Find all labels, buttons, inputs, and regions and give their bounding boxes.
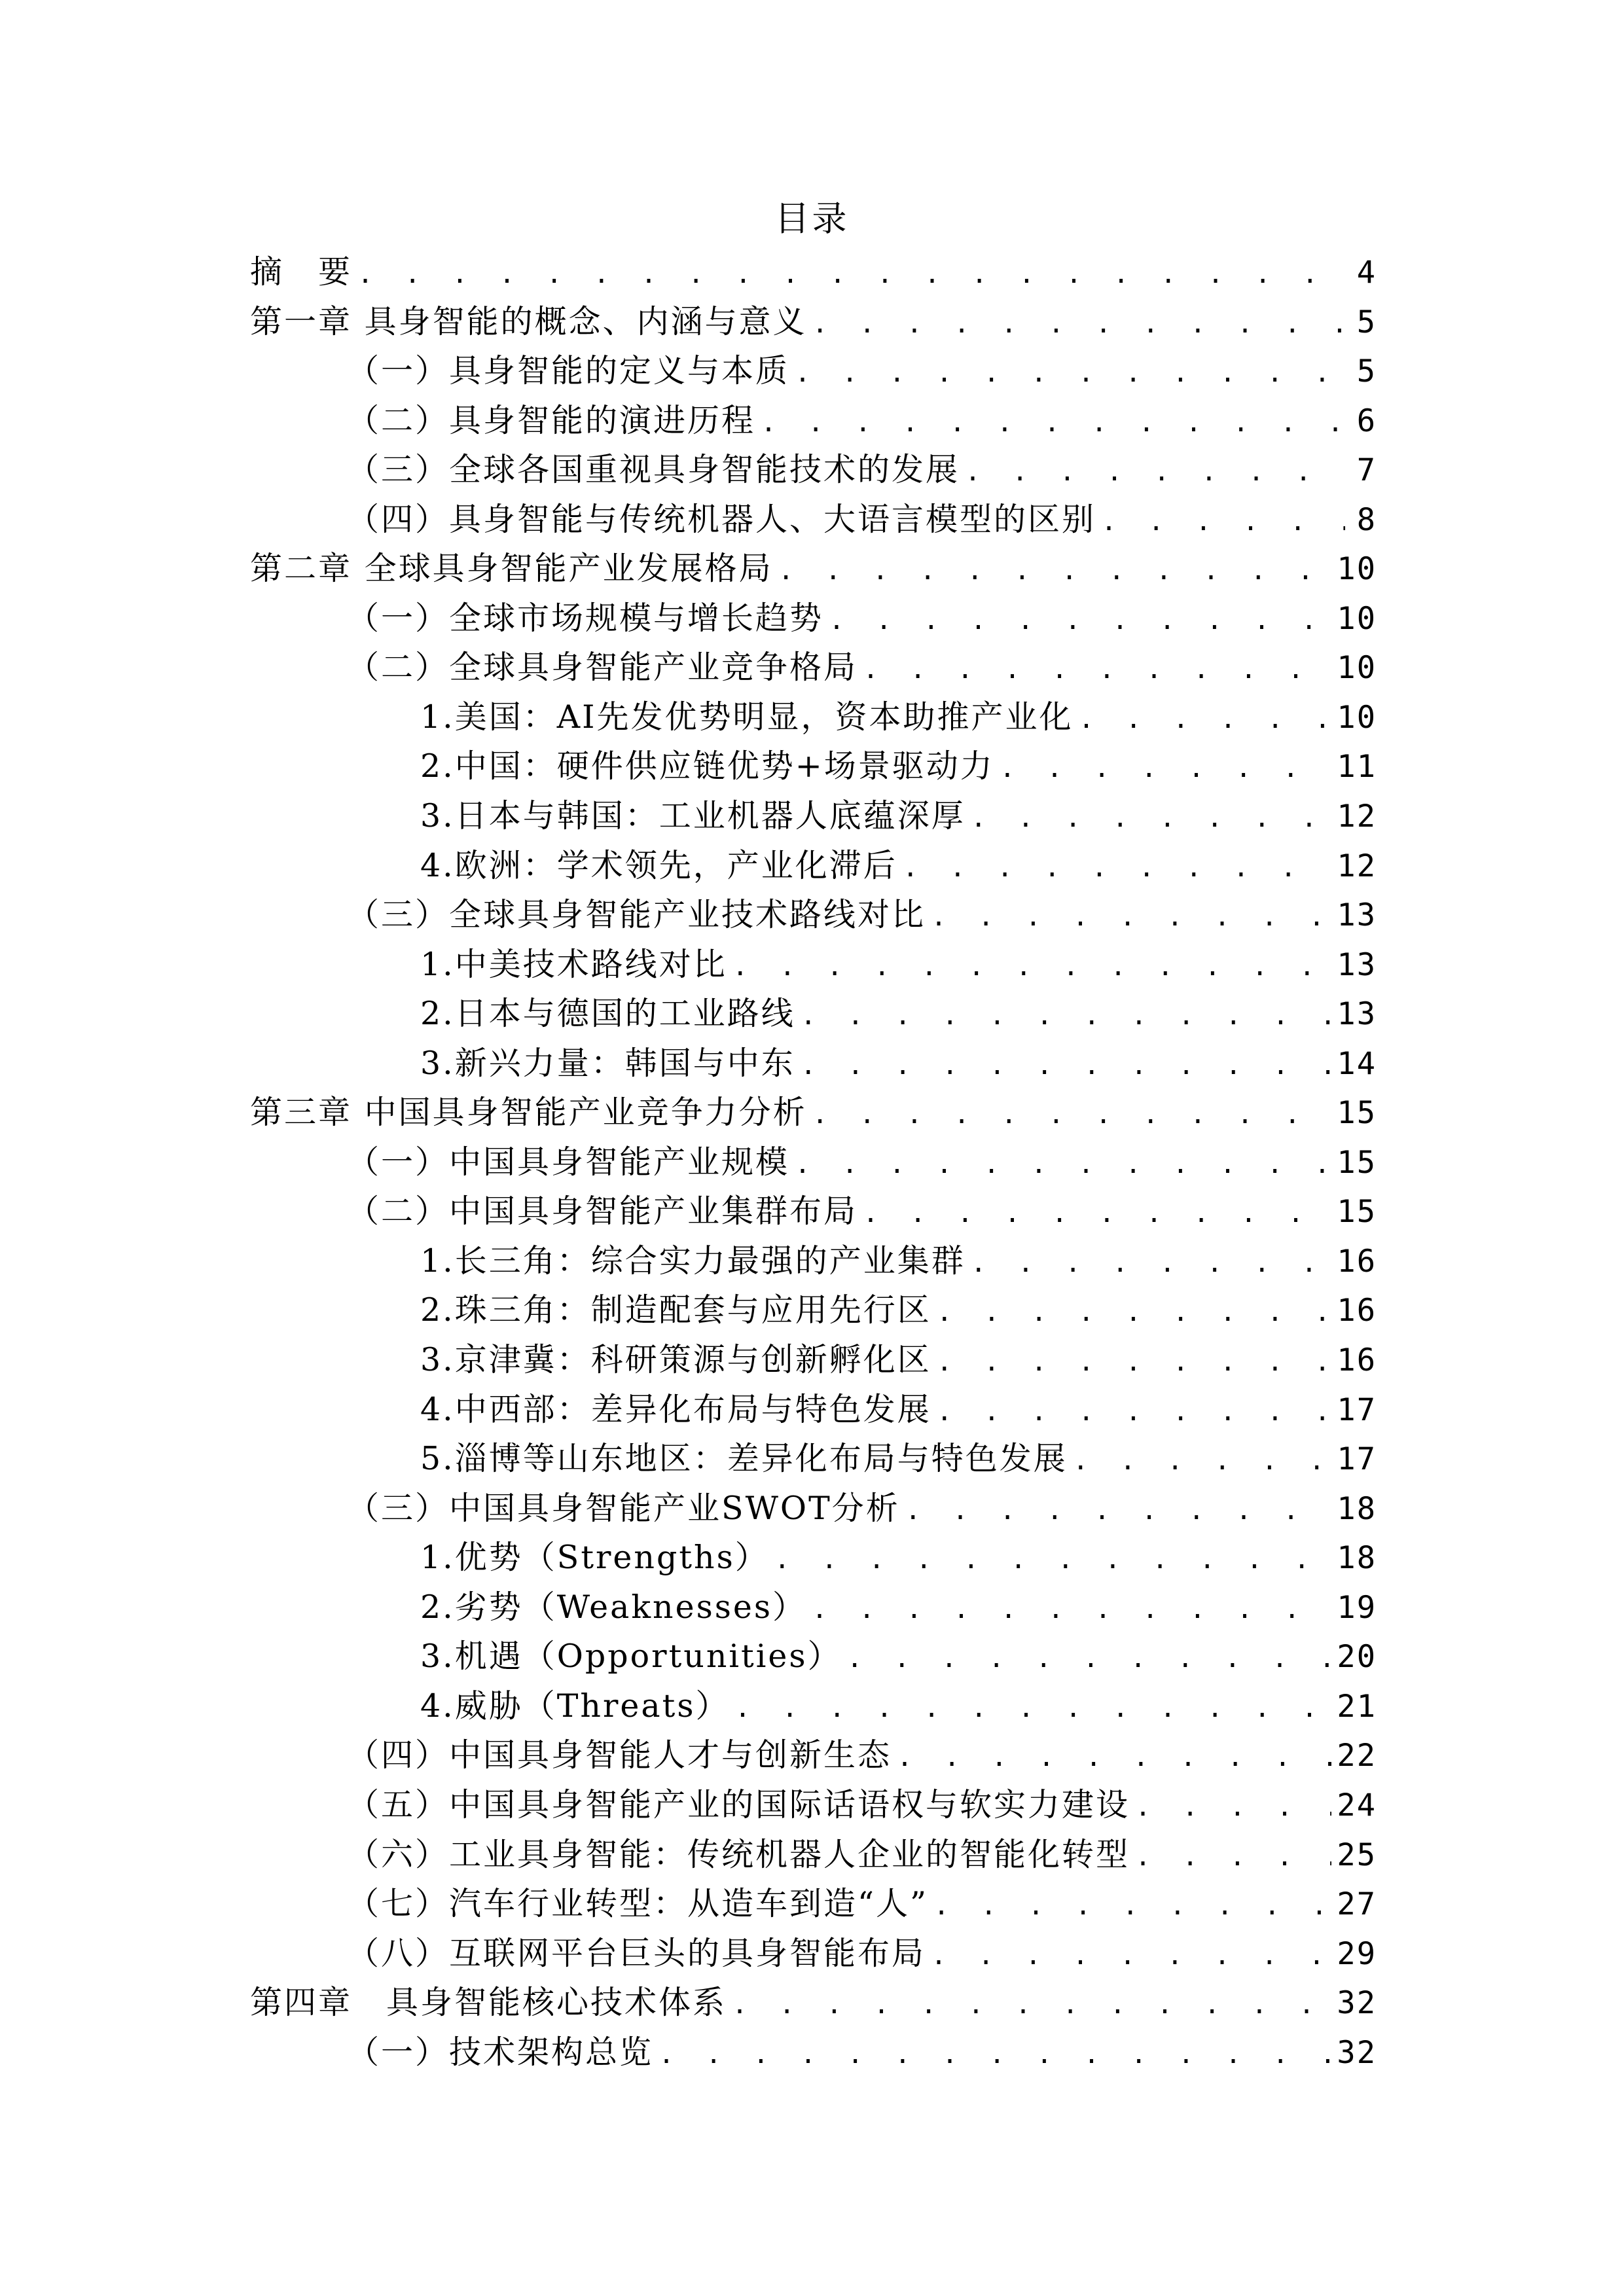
toc-entry[interactable] [420,1632,1377,1681]
toc-dot-leader [931,893,1331,942]
toc-dot-leader [734,1684,1331,1734]
toc-entry-label: 2.中国：硬件供应链优势+场景驱动力 [420,747,994,785]
toc-page-number: 17 [1337,1391,1377,1428]
page-title: 目录 [774,199,850,239]
toc-entry[interactable] [347,1138,1377,1187]
toc-dot-leader [812,1090,1332,1140]
toc-dot-leader [1073,1437,1332,1486]
toc-entry-label: 5.淄博等山东地区：差异化布局与特色发展 [420,1440,1068,1478]
toc-entry-label: （二）全球具身智能产业竞争格局 [347,649,858,687]
toc-entry[interactable] [347,1780,1377,1830]
toc-dot-leader [933,1882,1331,1931]
toc-page-number: 29 [1337,1935,1377,1972]
toc-entry[interactable] [420,1583,1377,1632]
toc-page-number: 15 [1337,1144,1377,1181]
toc-page-number: 16 [1337,1243,1377,1280]
toc-dot-leader [795,1140,1331,1190]
toc-dot-leader [937,1288,1332,1338]
toc-dot-leader [795,349,1345,399]
toc-dot-leader [812,1585,1331,1635]
toc-entry[interactable] [250,247,1377,297]
toc-dot-leader [778,547,1332,596]
toc-dot-leader [732,942,1332,992]
toc-dot-leader [903,844,1332,893]
toc-dot-leader [863,1189,1331,1239]
toc-dot-leader [937,1388,1332,1437]
toc-entry[interactable] [347,346,1377,396]
toc-dot-leader [1000,744,1332,794]
toc-dot-leader [863,645,1331,695]
toc-entry[interactable] [347,1929,1377,1979]
toc-page-number: 13 [1337,996,1377,1033]
toc-entry-label: 3.日本与韩国：工业机器人底蕴深厚 [420,797,965,835]
toc-entry-label: 3.京津冀：科研策源与创新孵化区 [420,1341,931,1379]
toc-page-number: 4 [1356,255,1377,291]
toc-page-number: 15 [1337,1095,1377,1132]
toc-page-number: 16 [1337,1293,1377,1329]
toc-dot-leader [847,1634,1332,1684]
toc-page-number: 6 [1356,403,1377,439]
toc-dot-leader [761,399,1345,448]
toc-entry[interactable] [347,1484,1377,1534]
toc-page-number: 18 [1337,1490,1377,1527]
toc-entry-label: （一）技术架构总览 [347,2033,654,2071]
toc-page-number: 15 [1337,1194,1377,1230]
toc-page-number: 10 [1337,551,1377,588]
toc-entry[interactable] [347,594,1377,643]
toc-entry[interactable] [420,1236,1377,1286]
toc-entry[interactable] [420,692,1377,742]
toc-dot-leader [812,300,1345,350]
toc-page-number: 32 [1337,1985,1377,2022]
toc-page-number: 12 [1337,798,1377,835]
toc-dot-leader [732,1981,1331,2030]
toc-page-number: 8 [1356,501,1377,538]
toc-page-number: 21 [1337,1688,1377,1725]
toc-entry[interactable] [250,1088,1377,1138]
toc-entry-label: （一）具身智能的定义与本质 [347,352,790,390]
toc-dot-leader [1135,1833,1331,1882]
toc-page-number: 25 [1337,1837,1377,1873]
toc-page-number: 5 [1356,353,1377,390]
toc-dot-leader [937,1338,1332,1388]
toc-page-number: 22 [1337,1738,1377,1774]
toc-entry[interactable] [347,643,1377,692]
toc-dot-leader [1135,1783,1331,1833]
toc-page-number: 12 [1337,848,1377,884]
toc-page-number: 24 [1337,1787,1377,1823]
toc-page-number: 14 [1337,1045,1377,1082]
toc-entry-label: （五）中国具身智能产业的国际话语权与软实力建设 [347,1785,1130,1823]
toc-entry-label: 摘 要 [250,253,353,291]
toc-list [0,247,1624,2077]
toc-entry-label: （三）全球具身智能产业技术路线对比 [347,896,926,934]
toc-entry-label: 3.新兴力量：韩国与中东 [420,1044,795,1082]
toc-entry-label: 4.中西部：差异化布局与特色发展 [420,1390,931,1428]
toc-entry-label: 2.珠三角：制造配套与应用先行区 [420,1291,931,1329]
toc-entry-label: （一）全球市场规模与增长趋势 [347,599,824,637]
toc-entry[interactable] [250,297,1377,347]
toc-entry-label: （二）中国具身智能产业集群布局 [347,1193,858,1230]
toc-dot-leader [897,1733,1331,1783]
toc-dot-leader [1079,695,1332,745]
toc-dot-leader [971,1239,1332,1289]
toc-entry-label: 1.长三角：综合实力最强的产业集群 [420,1242,965,1280]
toc-dot-leader [801,1041,1332,1091]
toc-entry-label: （三）全球各国重视具身智能技术的发展 [347,451,960,489]
toc-entry[interactable] [420,791,1377,841]
toc-page-number: 13 [1337,897,1377,934]
toc-entry-label: （三）中国具身智能产业SWOT分析 [347,1489,900,1527]
toc-entry[interactable] [420,841,1377,891]
toc-dot-leader [931,1931,1331,1981]
toc-entry[interactable] [420,989,1377,1039]
toc-entry[interactable] [420,940,1377,990]
toc-entry-label: （八）互联网平台巨头的具身智能布局 [347,1934,926,1972]
toc-entry[interactable] [250,544,1377,594]
toc-entry-label: （七）汽车行业转型：从造车到造“人” [347,1885,929,1923]
toc-entry-label: 第二章 全球具身智能产业发展格局 [250,550,773,588]
toc-page-number: 5 [1356,304,1377,340]
toc-page-number: 18 [1337,1540,1377,1577]
toc-entry[interactable] [347,1731,1377,1780]
toc-entry[interactable] [347,445,1377,495]
toc-page-number: 13 [1337,946,1377,983]
toc-entry-label: （二）具身智能的演进历程 [347,401,756,439]
toc-page-number: 20 [1337,1639,1377,1676]
toc-entry[interactable] [347,1187,1377,1236]
toc-dot-leader [801,992,1332,1041]
toc-page-number: 10 [1337,600,1377,637]
toc-entry[interactable] [420,1039,1377,1088]
toc-entry-label: （四）具身智能与传统机器人、大语言模型的区别 [347,500,1096,538]
toc-entry[interactable] [420,1434,1377,1484]
toc-entry-label: 2.劣势（Weaknesses） [420,1588,807,1626]
toc-entry-label: （一）中国具身智能产业规模 [347,1143,790,1181]
toc-dot-leader [971,794,1332,844]
toc-entry-label: 第三章 中国具身智能产业竞争力分析 [250,1094,807,1132]
toc-entry-label: 第四章 具身智能核心技术体系 [250,1984,727,2022]
toc-dot-leader [1101,497,1345,547]
toc-page-number: 10 [1337,699,1377,736]
toc-dot-leader [357,250,1345,300]
toc-entry-label: 2.日本与德国的工业路线 [420,995,795,1033]
toc-page-number: 16 [1337,1342,1377,1379]
toc-entry-label: 1.美国：AI先发优势明显，资本助推产业化 [420,698,1074,736]
toc-entry-label: 4.威胁（Threats） [420,1687,730,1725]
toc-entry[interactable] [347,1830,1377,1880]
toc-page-number: 32 [1337,2034,1377,2071]
toc-page-number: 17 [1337,1441,1377,1478]
toc-page-number: 11 [1337,749,1377,785]
toc-entry-label: 1.优势（Strengths） [420,1539,769,1577]
toc-entry-label: 第一章 具身智能的概念、内涵与意义 [250,302,807,340]
toc-entry[interactable] [347,2028,1377,2077]
toc-dot-leader [774,1535,1332,1585]
toc-entry-label: 4.欧洲：学术领先，产业化滞后 [420,846,897,884]
toc-dot-leader [905,1486,1332,1536]
toc-dot-leader [829,596,1331,646]
toc-entry-label: （六）工业具身智能：传统机器人企业的智能化转型 [347,1835,1130,1873]
toc-page-number: 19 [1337,1589,1377,1626]
toc-entry[interactable] [347,495,1377,545]
toc-entry[interactable] [347,890,1377,940]
toc-entry[interactable] [420,742,1377,791]
toc-entry[interactable] [347,1879,1377,1929]
toc-entry[interactable] [420,1681,1377,1731]
toc-entry-label: （四）中国具身智能人才与创新生态 [347,1736,892,1774]
toc-entry-label: 3.机遇（Opportunities） [420,1638,842,1676]
toc-page-number: 27 [1337,1886,1377,1923]
toc-dot-leader [659,2030,1331,2080]
toc-entry[interactable] [420,1385,1377,1435]
toc-entry-label: 1.中美技术路线对比 [420,945,727,983]
toc-page-number: 10 [1337,650,1377,687]
toc-page-number: 7 [1356,452,1377,489]
toc-entry[interactable] [250,1978,1377,2028]
toc-entry[interactable] [420,1533,1377,1583]
toc-entry[interactable] [347,396,1377,446]
toc-entry[interactable] [420,1285,1377,1335]
toc-entry[interactable] [420,1335,1377,1385]
toc-dot-leader [965,448,1345,497]
